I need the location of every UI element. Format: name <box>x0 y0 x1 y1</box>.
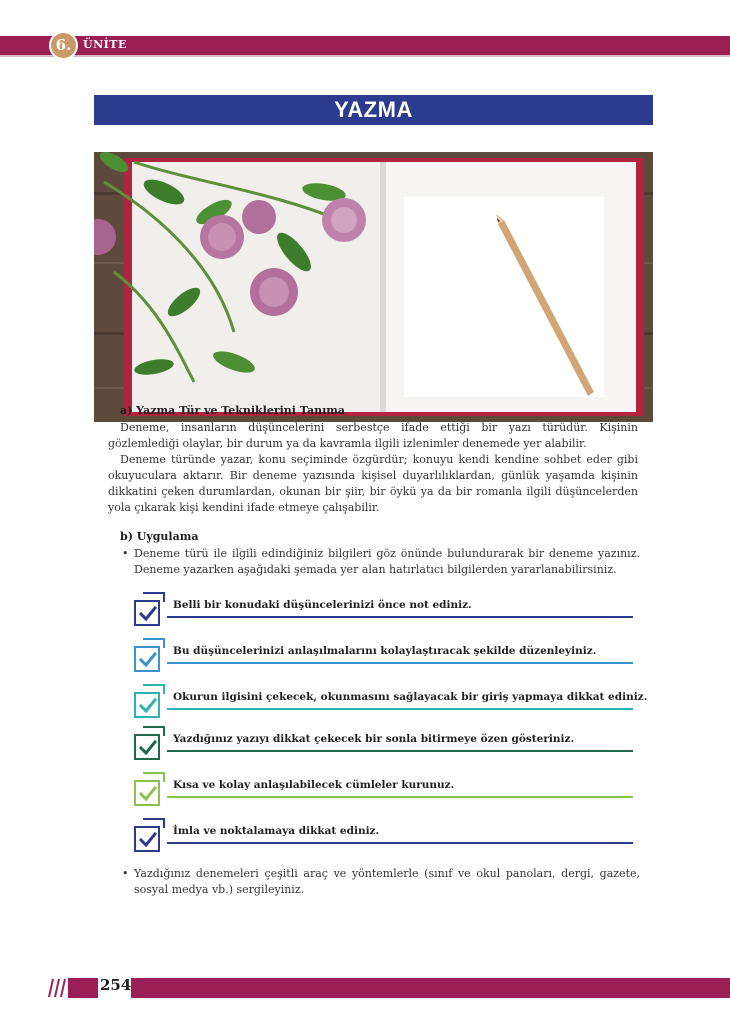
checklist-item <box>134 684 648 720</box>
footer-band <box>131 978 730 998</box>
unit-number-badge: 6. <box>49 31 78 60</box>
checklist-item <box>134 726 634 762</box>
unit-header-rule <box>0 55 730 57</box>
instruction-bullet-1 <box>122 546 640 578</box>
checklist-item-label: İmla ve noktalamaya dikkat ediniz. <box>173 825 380 837</box>
checkmark-icon <box>139 739 157 757</box>
checkmark-icon <box>139 605 157 623</box>
checklist-item-underline <box>167 616 633 618</box>
section-b-heading: b) Uygulama <box>120 530 199 543</box>
bullet-dot: • <box>122 867 129 880</box>
checklist-item-label: Belli bir konudaki düşüncelerinizi önce not ediniz. <box>173 599 472 611</box>
bullet-dot: • <box>122 547 129 560</box>
notebook-flowers-photo <box>94 152 653 422</box>
checklist-item <box>134 592 634 628</box>
page-number: 254 <box>100 976 132 994</box>
checkbox-icon <box>134 646 160 672</box>
checklist-item <box>134 772 634 808</box>
checklist-item <box>134 818 634 854</box>
footer-band-left <box>68 978 98 998</box>
photo-illustration <box>94 152 653 422</box>
checklist-item-underline <box>167 842 633 844</box>
checklist-item-underline <box>167 796 633 798</box>
section-a-heading: a) Yazma Tür ve Tekniklerini Tanıma <box>120 404 346 417</box>
checkmark-icon <box>139 785 157 803</box>
checkmark-icon <box>139 697 157 715</box>
footer-stripes <box>44 979 68 997</box>
checklist-item-label: Yazdığınız yazıyı dikkat çekecek bir sonla bitirmeye özen gösteriniz. <box>173 733 575 745</box>
section-a-paragraph-1: Deneme, insanların düşüncelerini serbestçe ifade ettiği bir yazı türüdür. Kişinin gözlemlediği olaylar, bir durum ya da kavramla ilgili izlenimler denemede yer alabilir. <box>108 421 638 450</box>
checkmark-icon <box>139 831 157 849</box>
checklist-item <box>134 638 634 674</box>
checklist-item-label: Kısa ve kolay anlaşılabilecek cümleler kurunuz. <box>173 779 455 791</box>
instruction-text-1: Deneme türü ile ilgili edindiğiniz bilgileri göz önünde bulundurarak bir deneme yazınız. Deneme yazarken aşağıdaki şemada yer alan hatırlatıcı bilgilerden yararlanabilirsiniz. <box>134 547 640 576</box>
instruction-text-2: Yazdığınız denemeleri çeşitli araç ve yöntemlerle (sınıf ve okul panoları, dergi, gazete, sosyal medya vb.) sergileyiniz. <box>134 867 640 896</box>
checklist-item-label: Okurun ilgisini çekecek, okunmasını sağlayacak bir giriş yapmaya dikkat ediniz. <box>173 691 648 703</box>
checkbox-icon <box>134 734 160 760</box>
checklist-item-underline <box>167 750 633 752</box>
checkmark-icon <box>139 651 157 669</box>
checkbox-icon <box>134 780 160 806</box>
page-title: YAZMA <box>94 95 653 125</box>
checkbox-icon <box>134 692 160 718</box>
unit-label: ÜNİTE <box>83 38 127 51</box>
instruction-bullet-2 <box>122 866 640 898</box>
checkbox-icon <box>134 600 160 626</box>
checklist-item-underline <box>167 708 633 710</box>
checkbox-icon <box>134 826 160 852</box>
section-a-paragraph-2: Deneme türünde yazar, konu seçiminde özgürdür; konuyu kendi kendine sohbet eder gibi okuyuculara aktarır. Bir deneme yazısında kişisel duyarlılıklardan, günlük yaşamda kişinin dikkatini çeken durumlardan, okunan bir şiir, bir öykü ya da bir romanla ilgili düşüncelerden yola çıkarak kişi kendini ifade etmeye çalışabilir. <box>108 453 638 514</box>
checklist-item-label: Bu düşüncelerinizi anlaşılmalarını kolaylaştıracak şekilde düzenleyiniz. <box>173 645 597 657</box>
checklist-item-underline <box>167 662 633 664</box>
